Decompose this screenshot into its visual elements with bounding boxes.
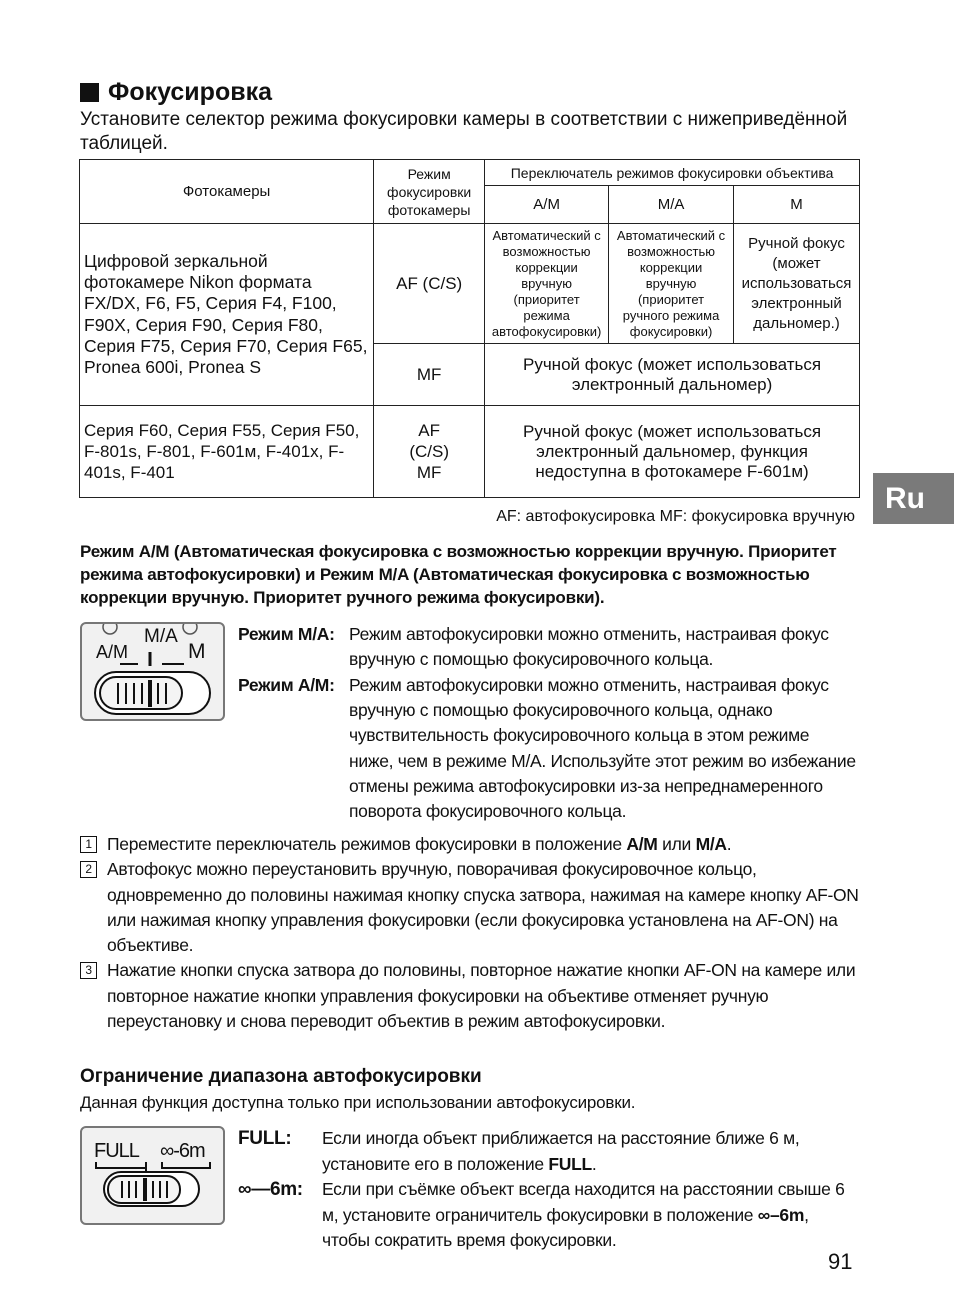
row2-mode: AF (C/S) MF [374,406,485,498]
mode-ma-label: Режим M/A: [238,624,335,644]
row1-m-cell: Ручной фокус (может использоваться электронный дальномер.) [734,224,860,344]
switch-label-range: ∞-6m [160,1140,205,1162]
step-text: Нажатие кнопки спуска затвора до половины, повторное нажатие кнопки AF-ON на камере или повторное нажатие кнопки управления фокусировки на объективе отменяет ручную переустановку и снова переводит объектив в режим автофокусировки. [107,960,856,1032]
focus-mode-switch-illustration [80,622,225,721]
section-title [80,78,272,107]
focus-table [79,159,860,498]
mode-am-item [238,673,858,824]
row1-ma-cell: Автоматический с возможностью коррекции вручную (приоритет ручного режима фокусировки) [609,224,734,344]
step-number: 3 [80,962,97,979]
step-text: Переместите переключатель режимов фокусировки в положение [107,834,627,854]
limit-full-label: FULL: [238,1128,292,1149]
step-bold-am: A/M [626,834,658,854]
limit-range-text-a: Если при съёмке объект всегда находится на расстоянии свыше 6 м, установите ограничитель фокусировки в положение [322,1179,845,1225]
switch-label-am: A/M [96,642,129,662]
limit-full-bold: FULL [548,1153,592,1174]
step-item [80,958,860,1034]
step-number: 1 [80,836,97,853]
switch-label-ma: M/A [144,626,178,647]
mode-ma-item [238,622,858,672]
row1-am-cell: Автоматический с возможностью коррекции вручную (приоритет режима автофокусировки) [485,224,609,344]
mode-am-text: Режим автофокусировки можно отменить, настраивая фокус вручную с помощью фокусировочного кольца, однако чувствительность фокусировочного кольца в этом режиме ниже, чем в режиме M/A. Используйте этот режим во избежание отмены режима автофокусировки из-за непреднамеренного поворота фокусировочного кольца. [349,675,856,822]
limit-subtitle: Данная функция доступна только при использовании автофокусировки. [80,1093,636,1112]
modes-heading: Режим A/M (Автоматическая фокусировка с возможностью коррекции вручную. Приоритет режима автофокусировки) и Режим M/A (Автоматическая фокусировка с возможностью коррекции вручную. Приоритет ручного режима фокусировки). [80,542,837,607]
header-ma: M/A [609,186,734,224]
header-am: A/M [485,186,609,224]
page-number: 91 [828,1249,853,1274]
header-camera-mode: Режим фокусировки фотокамеры [374,160,485,224]
language-tab: Ru [873,473,954,524]
row1-mode-mf: MF [374,344,485,406]
limit-range-text-b: , чтобы сократить время фокусировки. [322,1204,809,1250]
step-bold-ma: M/A [695,834,727,854]
row1-cameras: Цифровой зеркальной фотокамере Nikon формата FX/DX, F6, F5, Серия F4, F100, F90X, Серия F90, Серия F80, Серия F75, Серия F70, Серия F65, Pronea 600i, Pronea S [80,224,374,406]
switch-label-full: FULL [94,1140,139,1162]
limit-range-bold: ∞–6m [757,1204,805,1225]
limit-title: Ограничение диапазона автофокусировки [80,1066,482,1087]
mode-ma-text: Режим автофокусировки можно отменить, настраивая фокус вручную с помощью фокусировочного кольца. [349,624,829,670]
step-item [80,857,860,958]
step-number: 2 [80,861,97,878]
square-bullet-icon [80,83,99,102]
header-m: M [734,186,860,224]
steps-list [80,832,860,1034]
limit-range-text [322,1177,858,1254]
limit-full-item [238,1126,858,1177]
table-legend: AF: автофокусировка MF: фокусировка вручную [496,508,855,525]
focus-limit-switch-illustration [80,1126,225,1225]
limit-range-item [238,1177,858,1254]
row1-mode-af: AF (C/S) [374,224,485,344]
row2-cameras: Серия F60, Серия F55, Серия F50, F-801s, F-801, F-601м, F-401x, F-401s, F-401 [80,406,374,498]
limit-full-text [322,1126,858,1177]
row2-cell: Ручной фокус (может использоваться электронный дальномер, функция недоступна в фотокамере F-601м) [485,406,860,498]
limit-full-text-b: . [591,1153,597,1174]
limit-full-text-a: Если иногда объект приближается на расстояние ближе 6 м, установите его в положение [322,1128,800,1174]
step-text: . [726,834,732,854]
limit-range-label: ∞—6m: [238,1179,303,1200]
header-lens-switch: Переключатель режимов фокусировки объектива [485,160,860,186]
section-title-text: Фокусировка [108,78,273,106]
step-text: или [657,834,696,854]
row1-mf-cell: Ручной фокус (может использоваться электронный дальномер) [485,344,860,406]
intro-text: Установите селектор режима фокусировки камеры в соответствии с нижеприведённой таблицей. [80,109,848,154]
mode-am-label: Режим A/M: [238,675,335,695]
step-item [80,832,860,857]
switch-label-m: M [188,640,206,663]
header-cameras: Фотокамеры [80,160,374,224]
step-text: Автофокус можно переустановить вручную, поворачивая фокусировочное кольцо, одновременно до половины нажимая кнопку спуска затвора, нажимая на камере кнопку AF-ON или нажимая кнопку управления фокусировки (если фокусировка установлена на AF-ON) на объективе. [107,859,859,956]
